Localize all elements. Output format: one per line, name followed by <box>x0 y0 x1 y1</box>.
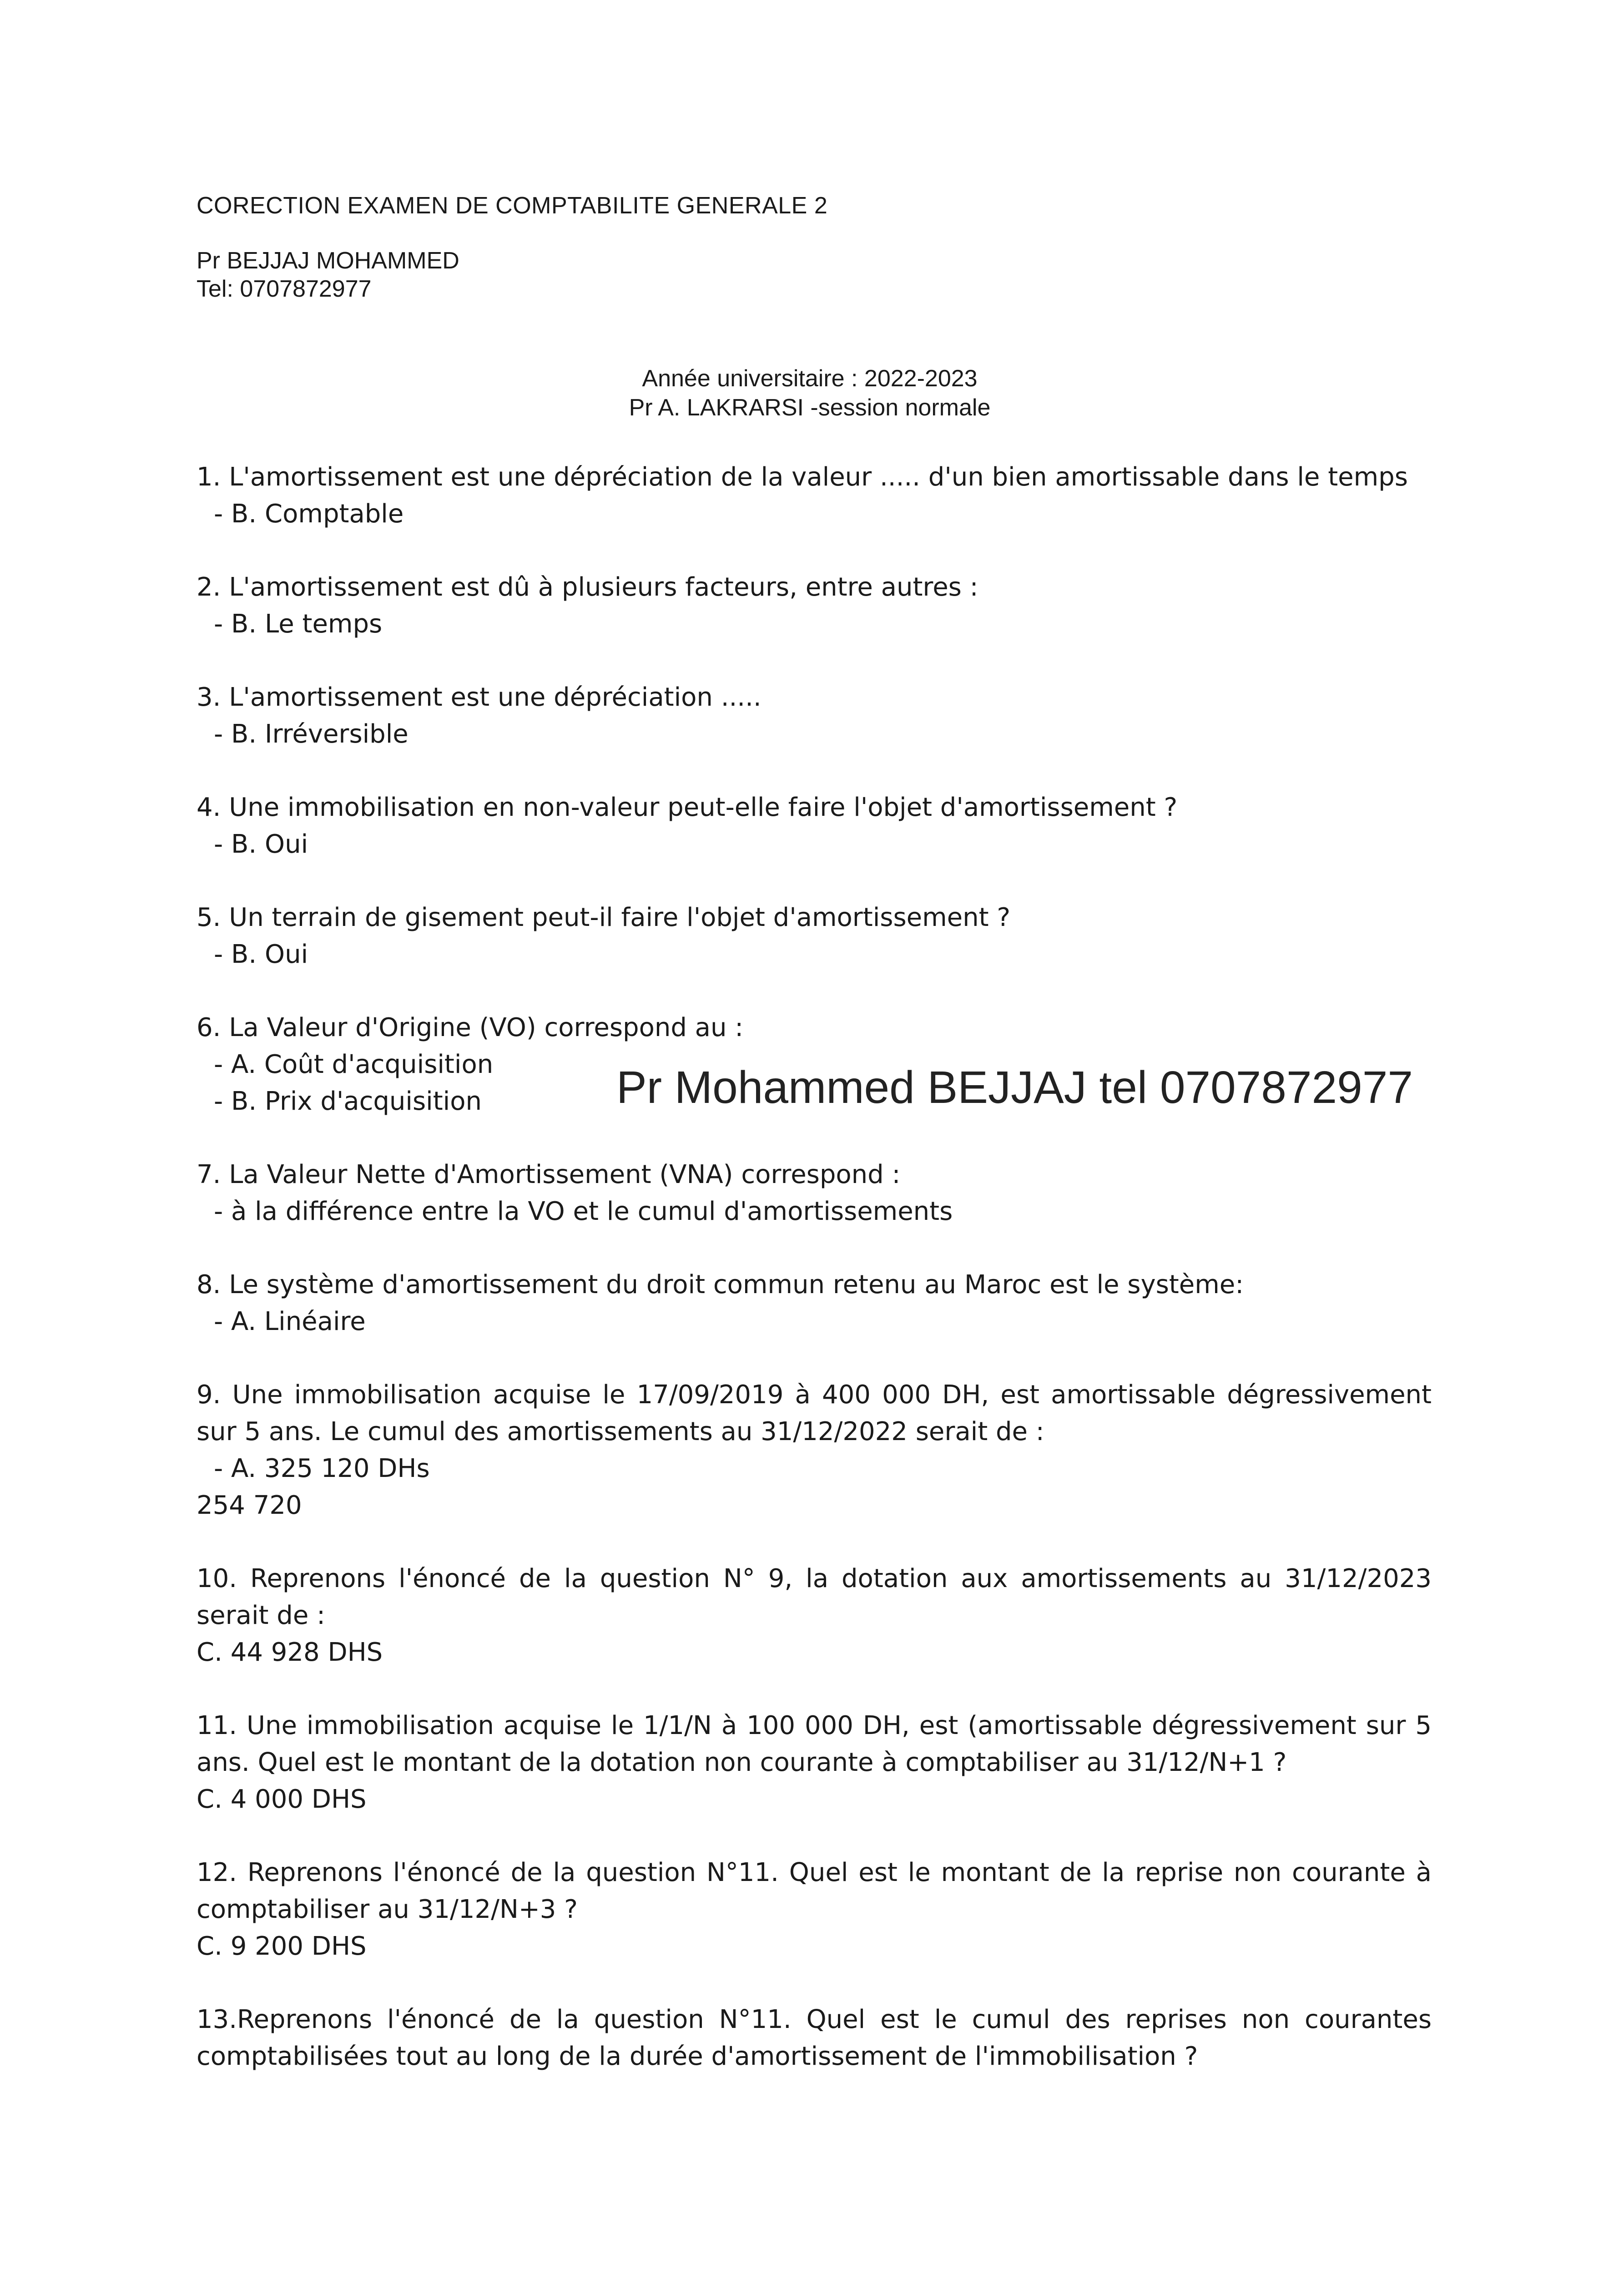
question-note: 254 720 <box>197 1491 302 1520</box>
question-stem: 13.Reprenons l'énoncé de la question N°11. Quel est le cumul des reprises non courantes comptabilisées tout au long de la durée d'amortissement de l'immobilisation ? <box>197 2005 1432 2071</box>
question-item <box>197 459 1432 532</box>
question-answer: - B. Le temps <box>214 609 383 639</box>
question-item <box>197 789 1432 863</box>
question-item <box>197 1707 1432 1818</box>
question-item <box>197 2001 1432 2075</box>
question-stem: 10. Reprenons l'énoncé de la question N° 9, la dotation aux amortissements au 31/12/2023 serait de : <box>197 1564 1432 1630</box>
question-item <box>197 679 1432 753</box>
question-stem: 4. Une immobilisation en non-valeur peut-elle faire l'objet d'amortissement ? <box>197 793 1178 822</box>
question-item <box>197 569 1432 642</box>
question-answer: C. 44 928 DHS <box>197 1638 383 1667</box>
question-item <box>197 1376 1432 1524</box>
question-stem: 5. Un terrain de gisement peut-il faire l'objet d'amortissement ? <box>197 903 1011 932</box>
question-stem: 6. La Valeur d'Origine (VO) correspond au : <box>197 1013 744 1042</box>
exam-subheader <box>546 364 1074 422</box>
question-item <box>197 1266 1432 1340</box>
question-stem: 12. Reprenons l'énoncé de la question N°11. Quel est le montant de la reprise non courante à comptabiliser au 31/12/N+3 ? <box>197 1858 1432 1924</box>
academic-year: Année universitaire : 2022-2023 <box>642 365 978 392</box>
author-name: Pr BEJJAJ MOHAMMED <box>197 248 459 274</box>
questions-list <box>197 459 1432 2111</box>
question-answer: - A. 325 120 DHs <box>214 1454 430 1483</box>
question-stem: 1. L'amortissement est une dépréciation de la valeur ..... d'un bien amortissable dans le temps <box>197 462 1408 492</box>
question-answer: - à la différence entre la VO et le cumul d'amortissements <box>214 1197 953 1226</box>
question-answer: - B. Irréversible <box>214 719 409 749</box>
question-answer: - A. Coût d'acquisition <box>214 1050 494 1079</box>
question-answer: - B. Comptable <box>214 499 404 529</box>
question-answer: C. 9 200 DHS <box>197 1931 367 1961</box>
question-stem: 8. Le système d'amortissement du droit commun retenu au Maroc est le système: <box>197 1270 1244 1299</box>
question-item <box>197 1854 1432 1965</box>
author-watermark: Pr Mohammed BEJJAJ tel 0707872977 <box>616 1062 1413 1113</box>
exam-session: Pr A. LAKRARSI -session normale <box>629 394 991 421</box>
question-stem: 3. L'amortissement est une dépréciation ..... <box>197 682 762 712</box>
question-answer: - B. Oui <box>214 829 308 859</box>
document-header <box>197 191 1425 303</box>
question-item <box>197 899 1432 973</box>
question-stem: 9. Une immobilisation acquise le 17/09/2019 à 400 000 DH, est amortissable dégressivement sur 5 ans. Le cumul des amortissements au 31/12/2022 serait de : <box>197 1380 1432 1446</box>
question-stem: 11. Une immobilisation acquise le 1/1/N à 100 000 DH, est (amortissable dégressivement sur 5 ans. Quel est le montant de la dotation non courante à comptabiliser au 31/12/N+1 ? <box>197 1711 1432 1777</box>
question-item <box>197 1560 1432 1671</box>
question-answer: - A. Linéaire <box>214 1307 366 1336</box>
question-item <box>197 1156 1432 1230</box>
question-answer: - B. Oui <box>214 940 308 969</box>
question-stem: 2. L'amortissement est dû à plusieurs facteurs, entre autres : <box>197 572 978 602</box>
document-title: CORECTION EXAMEN DE COMPTABILITE GENERALE 2 <box>197 192 828 219</box>
question-answer: C. 4 000 DHS <box>197 1785 367 1814</box>
author-phone: Tel: 0707872977 <box>197 276 372 302</box>
question-stem: 7. La Valeur Nette d'Amortissement (VNA) correspond : <box>197 1160 901 1189</box>
question-answer: - B. Prix d'acquisition <box>214 1087 482 1116</box>
